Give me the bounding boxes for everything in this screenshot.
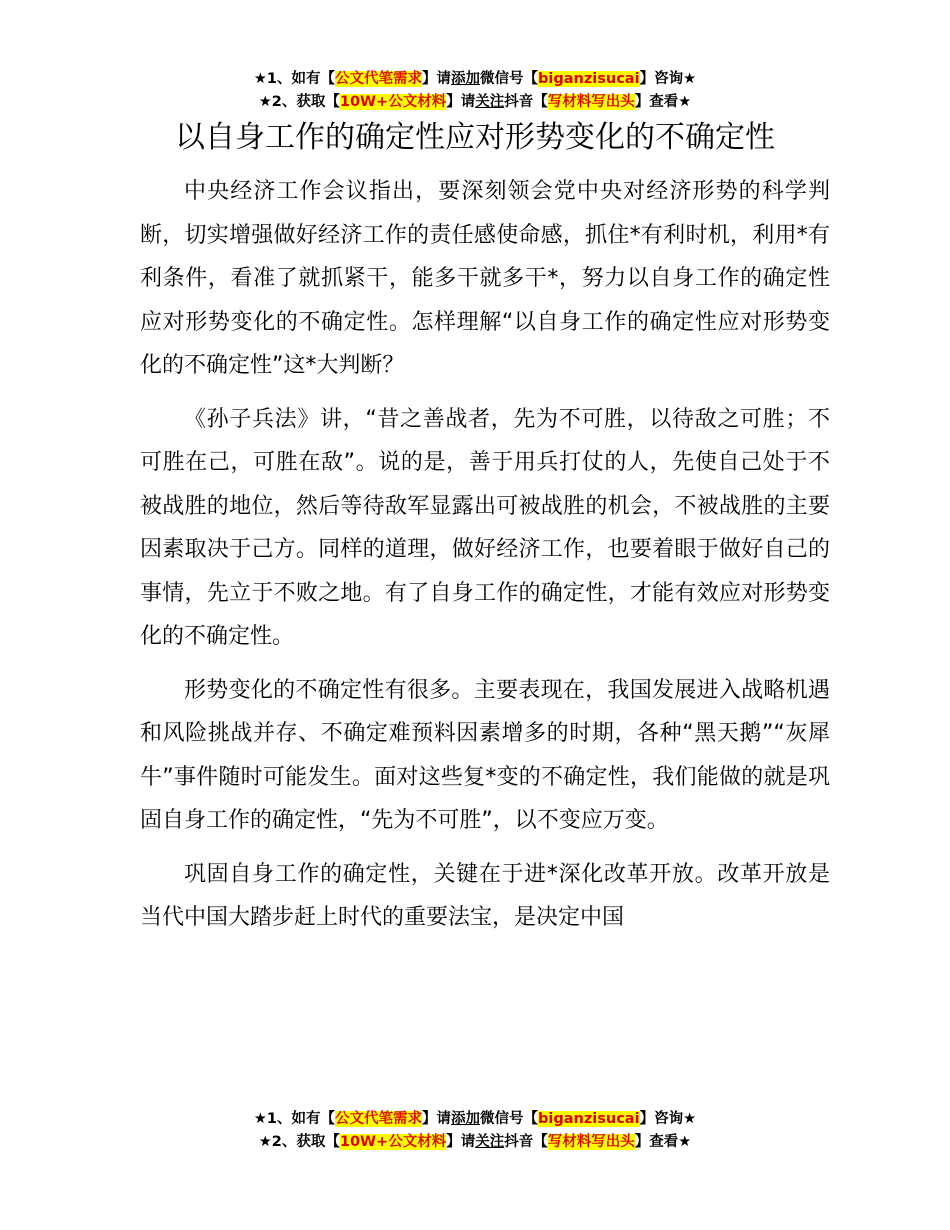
highlight-text: 写材料写出头 bbox=[547, 94, 635, 110]
highlight-text: 10W+公文材料 bbox=[339, 94, 447, 110]
banner-text: 微信号【 bbox=[480, 71, 539, 87]
banner-text: 】查看★ bbox=[634, 1134, 692, 1150]
banner-text: 】查看★ bbox=[634, 94, 692, 110]
underlined-text: 添加 bbox=[451, 1111, 481, 1127]
highlight-text: 10W+公文材料 bbox=[339, 1134, 447, 1150]
banner-text: 】请 bbox=[422, 71, 452, 87]
banner-text: ★1、如有【 bbox=[253, 1111, 336, 1127]
banner-line-1 bbox=[0, 68, 950, 91]
highlight-text: 公文代笔需求 bbox=[335, 1111, 423, 1127]
banner-text: ★2、获取【 bbox=[258, 94, 340, 110]
banner-text: 】咨询★ bbox=[639, 71, 697, 87]
highlight-text: biganzisucai bbox=[538, 71, 640, 87]
highlight-text: biganzisucai bbox=[538, 1111, 640, 1127]
header-banner bbox=[0, 68, 950, 114]
underlined-text: 添加 bbox=[451, 71, 481, 87]
banner-text: 】咨询★ bbox=[639, 1111, 697, 1127]
document-body bbox=[140, 170, 830, 950]
paragraph-1: 中央经济工作会议指出，要深刻领会党中央对经济形势的科学判断，切实增强做好经济工作的责任感使命感，抓住*有利时机，利用*有利条件，看准了就抓紧干，能多干就多干*，努力以自身工作的确定性应对形势变化的不确定性。怎样理解“以自身工作的确定性应对形势变化的不确定性”这*大判断？ bbox=[140, 179, 830, 378]
footer-banner bbox=[0, 1108, 950, 1154]
banner-text: 】请 bbox=[422, 1111, 452, 1127]
document-title: 以自身工作的确定性应对形势变化的不确定性 bbox=[175, 120, 775, 155]
paragraph-2: 《孙子兵法》讲，“昔之善战者，先为不可胜，以待敌之可胜；不可胜在己，可胜在敌”。说的是，善于用兵打仗的人，先使自己处于不被战胜的地位，然后等待敌军显露出可被战胜的机会，不被战胜的主要因素取决于己方。同样的道理，做好经济工作，也要着眼于做好自己的事情，先立于不败之地。有了自身工作的确定性，才能有效应对形势变化的不确定性。 bbox=[140, 406, 830, 649]
banner-text: ★1、如有【 bbox=[253, 71, 336, 87]
banner-text: ★2、获取【 bbox=[258, 1134, 340, 1150]
highlight-text: 写材料写出头 bbox=[547, 1134, 635, 1150]
underlined-text: 关注 bbox=[475, 94, 505, 110]
banner-text: 抖音【 bbox=[504, 1134, 548, 1150]
highlight-text: 公文代笔需求 bbox=[335, 71, 423, 87]
banner-text: 抖音【 bbox=[504, 94, 548, 110]
banner-text: 】请 bbox=[446, 1134, 476, 1150]
banner-text: 微信号【 bbox=[480, 1111, 539, 1127]
banner-line-1 bbox=[0, 1108, 950, 1131]
paragraph-4: 巩固自身工作的确定性，关键在于进*深化改革开放。改革开放是当代中国大踏步赶上时代的重要法宝，是决定中国 bbox=[140, 861, 830, 930]
banner-line-2 bbox=[0, 1131, 950, 1154]
underlined-text: 关注 bbox=[475, 1134, 505, 1150]
banner-text: 】请 bbox=[446, 94, 476, 110]
paragraph-3: 形势变化的不确定性有很多。主要表现在，我国发展进入战略机遇和风险挑战并存、不确定难预料因素增多的时期，各种“黑天鹅”“灰犀牛”事件随时可能发生。面对这些复*变的不确定性，我们能做的就是巩固自身工作的确定性，“先为不可胜”，以不变应万变。 bbox=[140, 677, 830, 833]
banner-line-2 bbox=[0, 91, 950, 114]
